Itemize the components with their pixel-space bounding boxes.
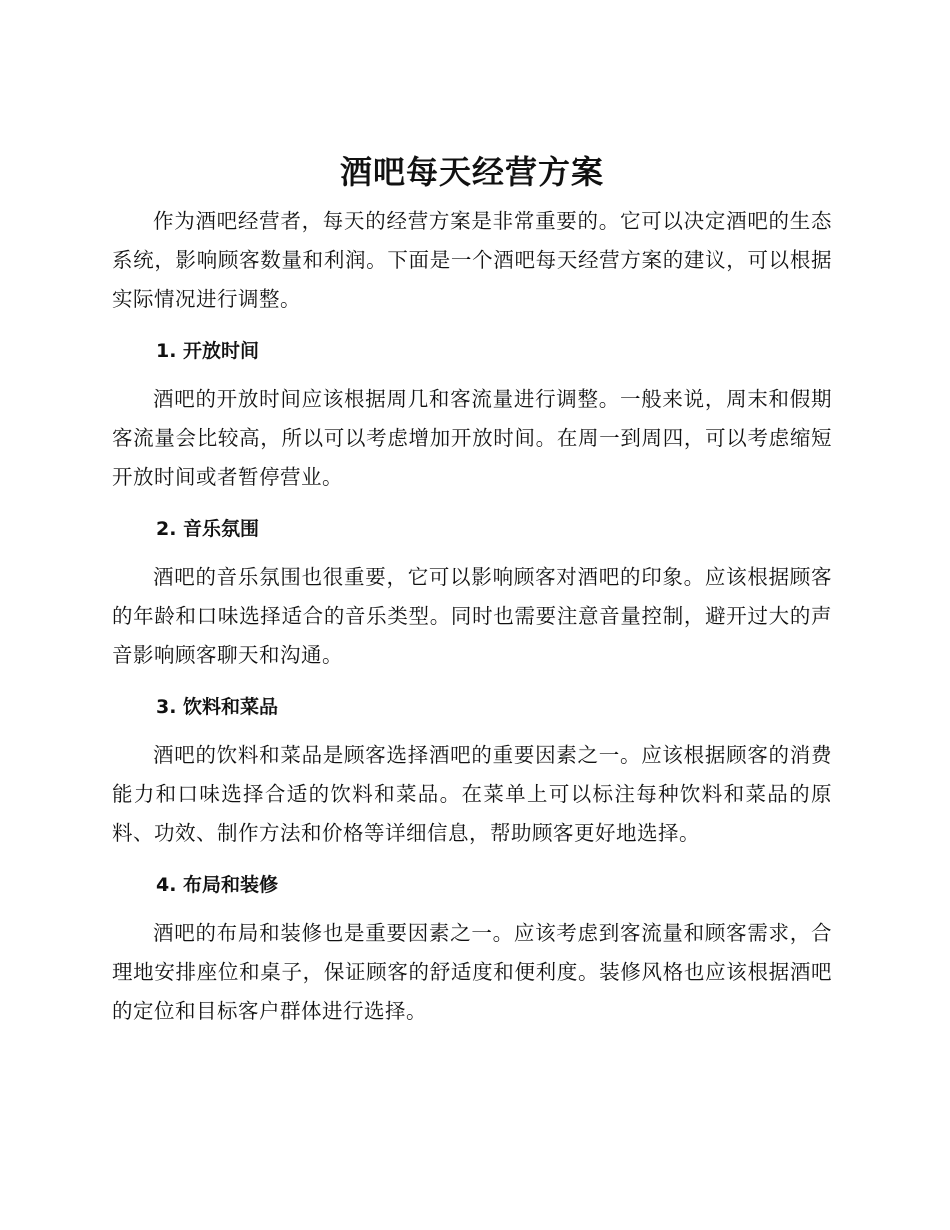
- section-body: 酒吧的开放时间应该根据周几和客流量进行调整。一般来说，周末和假期客流量会比较高，所以可以考虑增加开放时间。在周一到周四，可以考虑缩短开放时间或者暂停营业。: [112, 387, 832, 489]
- document-page: [112, 148, 832, 1031]
- section-opening-hours: [112, 337, 832, 497]
- section-heading: 3. 饮料和菜品: [156, 696, 279, 718]
- section-body: 酒吧的饮料和菜品是顾客选择酒吧的重要因素之一。应该根据顾客的消费能力和口味选择合适的饮料和菜品。在菜单上可以标注每种饮料和菜品的原料、功效、制作方法和价格等详细信息，帮助顾客更好地选择。: [112, 743, 832, 845]
- section-layout-and-decoration: [112, 871, 832, 1031]
- section-heading: 1. 开放时间: [156, 340, 260, 362]
- section-body: 酒吧的布局和装修也是重要因素之一。应该考虑到客流量和顾客需求，合理地安排座位和桌子，保证顾客的舒适度和便利度。装修风格也应该根据酒吧的定位和目标客户群体进行选择。: [112, 921, 832, 1023]
- section-drinks-and-dishes: [112, 693, 832, 853]
- document-title: 酒吧每天经营方案: [339, 153, 604, 191]
- section-heading: 2. 音乐氛围: [156, 518, 260, 540]
- section-heading: 4. 布局和装修: [156, 874, 279, 896]
- section-music-atmosphere: [112, 515, 832, 675]
- intro-paragraph: 作为酒吧经营者，每天的经营方案是非常重要的。它可以决定酒吧的生态系统，影响顾客数量和利润。下面是一个酒吧每天经营方案的建议，可以根据实际情况进行调整。: [112, 209, 832, 311]
- section-body: 酒吧的音乐氛围也很重要，它可以影响顾客对酒吧的印象。应该根据顾客的年龄和口味选择适合的音乐类型。同时也需要注意音量控制，避开过大的声音影响顾客聊天和沟通。: [112, 565, 832, 667]
